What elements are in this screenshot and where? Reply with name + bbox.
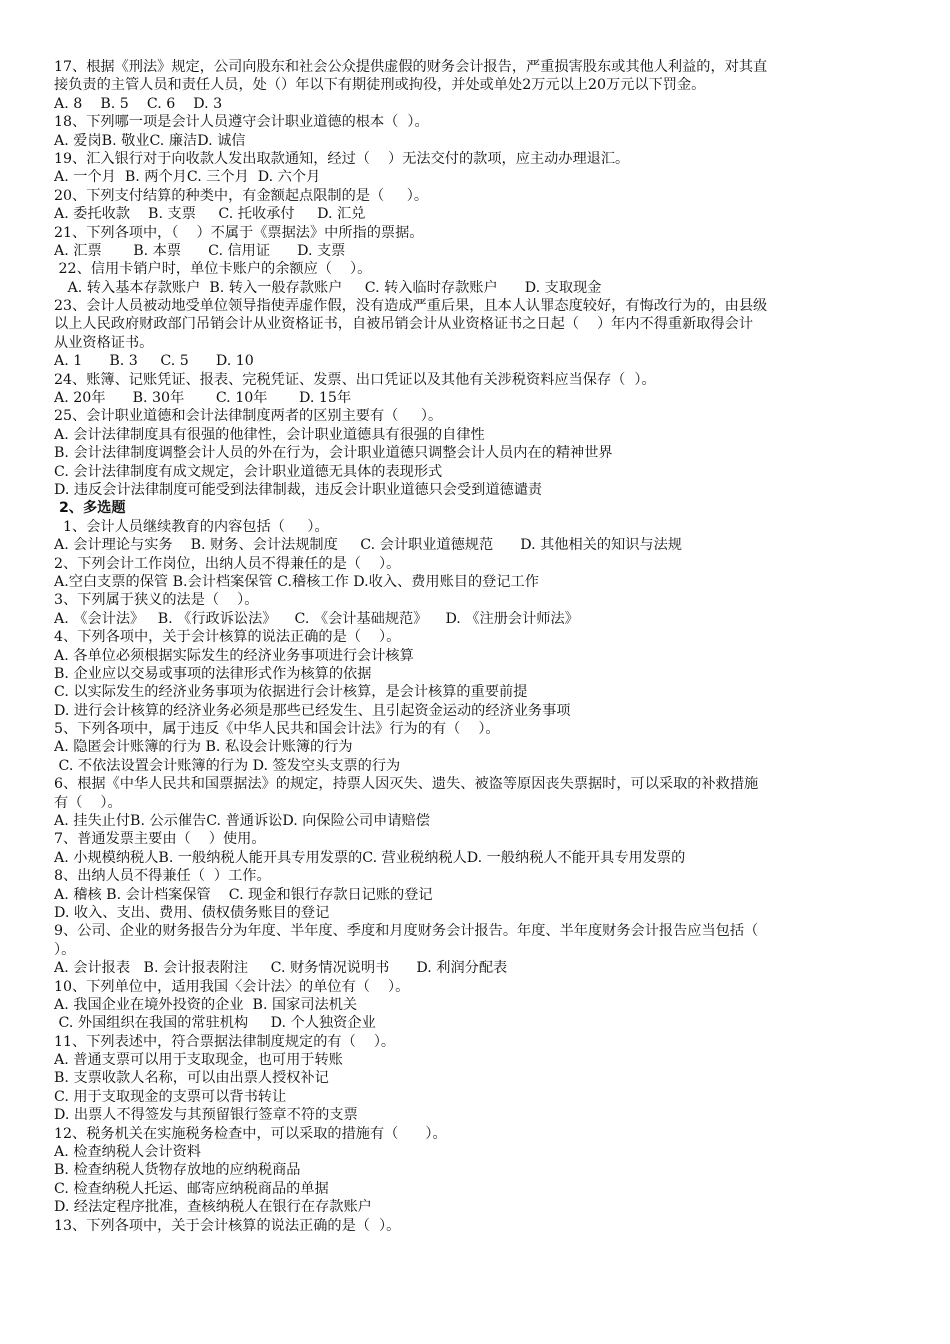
- section-heading-multiple-choice: 2、多选题: [54, 500, 126, 517]
- mc-question-10-options-cd: C. 外国组织在我国的常驻机构 D. 个人独资企业: [54, 1015, 376, 1032]
- mc-question-12-option-d: D. 经法定程序批准，查核纳税人在银行在存款账户: [54, 1199, 372, 1216]
- mc-question-3-text: 3、下列属于狭义的法是（ ）。: [54, 592, 259, 609]
- mc-question-7-options: A. 小规模纳税人B. 一般纳税人能开具专用发票的C. 营业税纳税人D. 一般纳税人不能开具专用发票的: [54, 849, 686, 866]
- question-17-line-2: 接负责的主管人员和责任人员，处（）年以下有期徒刑或拘役，并处或单处2万元以上20万元以下罚金。: [54, 77, 706, 94]
- question-23-line-2: 以上人民政府财政部门吊销会计从业资格证书，自被吊销会计从业资格证书之日起（ ）年内不得重新取得会计: [54, 316, 754, 333]
- question-22-text: 22、信用卡销户时，单位卡账户的余额应（ ）。: [54, 261, 372, 278]
- mc-question-9-line-1: 9、公司、企业的财务报告分为年度、半年度、季度和月度财务会计报告。年度、半年度财务会计报告应当包括（: [54, 923, 759, 940]
- question-23-line-1: 23、会计人员被动地受单位领导指使弄虚作假，没有造成严重后果，且本人认罪态度较好，有悔改行为的，由县级: [54, 298, 768, 315]
- question-21-text: 21、下列各项中，（ ）不属于《票据法》中所指的票据。: [54, 224, 424, 241]
- question-25-option-c: C. 会计法律制度有成文规定，会计职业道德无具体的表现形式: [54, 463, 443, 480]
- mc-question-4-option-c: C. 以实际发生的经济业务事项为依据进行会计核算，是会计核算的重要前提: [54, 684, 528, 701]
- mc-question-12-text: 12、税务机关在实施税务检查中，可以采取的措施有（ ）。: [54, 1125, 447, 1142]
- mc-question-11-option-a: A. 普通支票可以用于支取现金，也可用于转账: [54, 1052, 343, 1069]
- mc-question-4-option-d: D. 进行会计核算的经济业务必须是那些已经发生、且引起资金运动的经济业务事项: [54, 702, 571, 719]
- mc-question-5-text: 5、下列各项中，属于违反《中华人民共和国会计法》行为的有（ ）。: [54, 721, 500, 738]
- mc-question-8-option-d: D. 收入、支出、费用、债权债务账目的登记: [54, 904, 330, 921]
- question-18-text: 18、下列哪一项是会计人员遵守会计职业道德的根本（ ）。: [54, 114, 429, 131]
- question-25-option-d: D. 违反会计法律制度可能受到法律制裁，违反会计职业道德只会受到道德谴责: [54, 481, 543, 498]
- question-22-options: A. 转入基本存款账户 B. 转入一般存款账户 C. 转入临时存款账户 D. 支取现金: [54, 279, 602, 296]
- mc-question-6-line-2: 有（ ）。: [54, 794, 122, 811]
- mc-question-8-text: 8、出纳人员不得兼任（ ）工作。: [54, 868, 271, 885]
- mc-question-1-text: 1、会计人员继续教育的内容包括（ ）。: [54, 518, 329, 535]
- mc-question-11-option-b: B. 支票收款人名称，可以由出票人授权补记: [54, 1070, 329, 1087]
- mc-question-12-option-b: B. 检查纳税人货物存放地的应纳税商品: [54, 1162, 301, 1179]
- mc-question-8-options-abc: A. 稽核 B. 会计档案保管 C. 现金和银行存款日记账的登记: [54, 886, 433, 903]
- question-18-options: A. 爱岗B. 敬业C. 廉洁D. 诚信: [54, 132, 246, 149]
- mc-question-11-option-c: C. 用于支取现金的支票可以背书转让: [54, 1088, 287, 1105]
- mc-question-5-options-ab: A. 隐匿会计账簿的行为 B. 私设会计账簿的行为: [54, 739, 353, 756]
- mc-question-2-options: A.空白支票的保管 B.会计档案保管 C.稽核工作 D.收入、费用账目的登记工作: [54, 573, 539, 590]
- document-body: [54, 58, 914, 1235]
- mc-question-7-text: 7、普通发票主要由（ ）使用。: [54, 831, 266, 848]
- question-24-text: 24、账簿、记账凭证、报表、完税凭证、发票、出口凭证以及其他有关涉税资料应当保存（ ）。: [54, 371, 656, 388]
- question-20-options: A. 委托收款 B. 支票 C. 托收承付 D. 汇兑: [54, 206, 366, 223]
- mc-question-3-options: A. 《会计法》 B. 《行政诉讼法》 C. 《会计基础规范》 D. 《注册会计师法》: [54, 610, 579, 627]
- question-19-options: A. 一个月 B. 两个月C. 三个月 D. 六个月: [54, 169, 321, 186]
- mc-question-9-line-2: ）。: [54, 941, 76, 958]
- mc-question-2-text: 2、下列会计工作岗位，出纳人员不得兼任的是（ ）。: [54, 555, 401, 572]
- mc-question-10-options-ab: A. 我国企业在境外投资的企业 B. 国家司法机关: [54, 996, 358, 1013]
- mc-question-10-text: 10、下列单位中，适用我国〈会计法〉的单位有（ ）。: [54, 978, 410, 995]
- question-23-options: A. 1 B. 3 C. 5 D. 10: [54, 353, 254, 370]
- mc-question-6-line-1: 6、根据《中华人民共和国票据法》的规定，持票人因灭失、遗失、被盗等原因丧失票据时，可以采取的补救措施: [54, 776, 759, 793]
- question-23-line-3: 从业资格证书。: [54, 334, 154, 351]
- mc-question-11-text: 11、下列表述中，符合票据法律制度规定的有（ ）。: [54, 1033, 396, 1050]
- mc-question-13-text: 13、下列各项中，关于会计核算的说法正确的是（ ）。: [54, 1217, 401, 1234]
- question-20-text: 20、下列支付结算的种类中，有金额起点限制的是（ ）。: [54, 187, 429, 204]
- mc-question-11-option-d: D. 出票人不得签发与其预留银行签章不符的支票: [54, 1107, 358, 1124]
- question-25-option-a: A. 会计法律制度具有很强的他律性，会计职业道德具有很强的自律性: [54, 426, 485, 443]
- question-19-text: 19、汇入银行对于向收款人发出取款通知，经过（ ）无法交付的款项，应主动办理退汇。: [54, 150, 630, 167]
- mc-question-5-options-cd: C. 不依法设置会计账簿的行为 D. 签发空头支票的行为: [54, 757, 401, 774]
- mc-question-6-options: A. 挂失止付B. 公示催告C. 普通诉讼D. 向保险公司申请赔偿: [54, 813, 430, 830]
- mc-question-12-option-a: A. 检查纳税人会计资料: [54, 1144, 201, 1161]
- mc-question-1-options: A. 会计理论与实务 B. 财务、会计法规制度 C. 会计职业道德规范 D. 其他相关的知识与法规: [54, 537, 682, 554]
- question-25-option-b: B. 会计法律制度调整会计人员的外在行为，会计职业道德只调整会计人员内在的精神世界: [54, 445, 613, 462]
- mc-question-4-option-b: B. 企业应以交易或事项的法律形式作为核算的依据: [54, 665, 372, 682]
- question-17-line-1: 17、根据《刑法》规定，公司向股东和社会公众提供虚假的财务会计报告，严重损害股东或其他人利益的，对其直: [54, 59, 768, 75]
- mc-question-9-options: A. 会计报表 B. 会计报表附注 C. 财务情况说明书 D. 利润分配表: [54, 960, 508, 977]
- mc-question-12-option-c: C. 检查纳税人托运、邮寄应纳税商品的单据: [54, 1180, 329, 1197]
- mc-question-4-option-a: A. 各单位必须根据实际发生的经济业务事项进行会计核算: [54, 647, 414, 664]
- question-25-text: 25、会计职业道德和会计法律制度两者的区别主要有（ ）。: [54, 408, 443, 425]
- question-21-options: A. 汇票 B. 本票 C. 信用证 D. 支票: [54, 242, 346, 259]
- question-17-options: A. 8 B. 5 C. 6 D. 3: [54, 95, 223, 112]
- mc-question-4-text: 4、下列各项中，关于会计核算的说法正确的是（ ）。: [54, 629, 401, 646]
- question-24-options: A. 20年 B. 30年 C. 10年 D. 15年: [54, 390, 352, 407]
